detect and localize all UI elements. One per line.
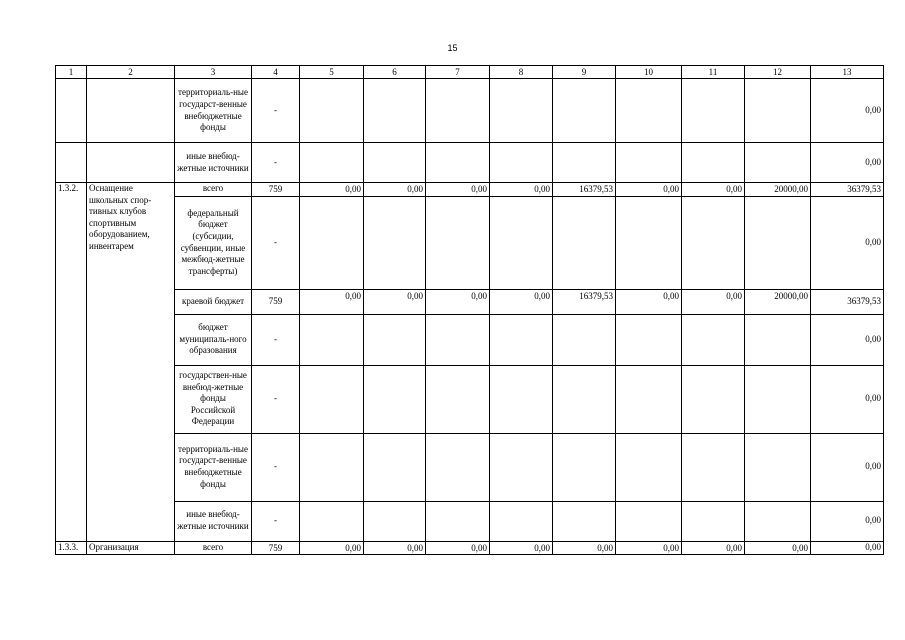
value-cell [300, 433, 364, 501]
funding-source-cell: иные внебюд-жетные источники [175, 501, 252, 541]
value-cell [300, 143, 364, 183]
row-name-cell [87, 79, 175, 143]
value-cell [553, 314, 616, 365]
total-cell: 36379,53 [811, 289, 884, 314]
total-cell: 0,00 [811, 196, 884, 289]
value-cell: 0,00 [364, 289, 426, 314]
value-cell: 0,00 [300, 183, 364, 197]
value-cell [745, 501, 811, 541]
code-cell: 759 [252, 289, 300, 314]
funding-source-cell: иные внебюд-жетные источники [175, 143, 252, 183]
column-header-3: 3 [175, 66, 252, 79]
value-cell [426, 79, 490, 143]
value-cell [490, 433, 553, 501]
value-cell [364, 501, 426, 541]
value-cell [616, 196, 682, 289]
value-cell: 0,00 [490, 183, 553, 197]
value-cell: 0,00 [616, 541, 682, 555]
value-cell: 20000,00 [745, 289, 811, 314]
total-cell: 0,00 [811, 143, 884, 183]
row-name-cell: Организация [87, 541, 175, 555]
value-cell [682, 365, 745, 433]
value-cell [682, 196, 745, 289]
column-header-13: 13 [811, 66, 884, 79]
value-cell [553, 196, 616, 289]
value-cell [300, 501, 364, 541]
table-row [56, 183, 884, 197]
value-cell: 0,00 [364, 541, 426, 555]
column-header-2: 2 [87, 66, 175, 79]
code-cell: - [252, 501, 300, 541]
value-cell [300, 365, 364, 433]
table-row [56, 289, 884, 314]
funding-source-cell: всего [175, 541, 252, 555]
value-cell: 0,00 [300, 289, 364, 314]
column-header-7: 7 [426, 66, 490, 79]
column-header-10: 10 [616, 66, 682, 79]
column-header-1: 1 [56, 66, 87, 79]
value-cell: 0,00 [364, 183, 426, 197]
value-cell [490, 196, 553, 289]
value-cell [745, 433, 811, 501]
table-row [56, 365, 884, 433]
budget-table [55, 65, 884, 555]
table-row [56, 541, 884, 555]
value-cell [426, 501, 490, 541]
header-row [56, 66, 884, 79]
value-cell: 0,00 [426, 289, 490, 314]
value-cell: 0,00 [616, 183, 682, 197]
value-cell: 0,00 [682, 541, 745, 555]
table-row [56, 196, 884, 289]
column-header-9: 9 [553, 66, 616, 79]
value-cell [426, 433, 490, 501]
value-cell: 0,00 [426, 541, 490, 555]
value-cell [426, 314, 490, 365]
table-row [56, 433, 884, 501]
value-cell: 0,00 [745, 541, 811, 555]
row-number-cell: 1.3.3. [56, 541, 87, 555]
table-row [56, 501, 884, 541]
code-cell: - [252, 79, 300, 143]
total-cell: 0,00 [811, 314, 884, 365]
code-cell: - [252, 314, 300, 365]
value-cell [490, 365, 553, 433]
code-cell: 759 [252, 183, 300, 197]
table-body [56, 79, 884, 555]
value-cell [553, 433, 616, 501]
total-cell: 0,00 [811, 501, 884, 541]
value-cell [364, 433, 426, 501]
value-cell: 0,00 [300, 541, 364, 555]
page-number: 15 [447, 43, 458, 53]
value-cell [682, 433, 745, 501]
row-number-cell [56, 143, 87, 183]
value-cell [300, 314, 364, 365]
value-cell [490, 501, 553, 541]
value-cell [745, 365, 811, 433]
table-row [56, 79, 884, 143]
value-cell: 20000,00 [745, 183, 811, 197]
row-number-cell [56, 79, 87, 143]
total-cell: 0,00 [811, 541, 884, 555]
value-cell: 0,00 [490, 541, 553, 555]
column-header-12: 12 [745, 66, 811, 79]
row-name-cell [87, 143, 175, 183]
value-cell [682, 314, 745, 365]
value-cell [364, 365, 426, 433]
value-cell [745, 314, 811, 365]
value-cell: 16379,53 [553, 289, 616, 314]
value-cell [364, 196, 426, 289]
table-row [56, 143, 884, 183]
value-cell [745, 79, 811, 143]
value-cell [616, 501, 682, 541]
column-header-4: 4 [252, 66, 300, 79]
code-cell: 759 [252, 541, 300, 555]
code-cell: - [252, 365, 300, 433]
value-cell [682, 79, 745, 143]
value-cell: 16379,53 [553, 183, 616, 197]
value-cell [553, 501, 616, 541]
value-cell: 0,00 [616, 289, 682, 314]
column-header-8: 8 [490, 66, 553, 79]
value-cell [553, 79, 616, 143]
value-cell [426, 365, 490, 433]
value-cell [616, 79, 682, 143]
value-cell: 0,00 [682, 183, 745, 197]
total-cell: 0,00 [811, 365, 884, 433]
value-cell [616, 433, 682, 501]
value-cell [553, 365, 616, 433]
value-cell: 0,00 [426, 183, 490, 197]
funding-source-cell: территориаль-ные государст-венные внебюджетные фонды [175, 79, 252, 143]
value-cell [682, 143, 745, 183]
funding-source-cell: бюджет муниципаль-ного образования [175, 314, 252, 365]
row-number-cell: 1.3.2. [56, 183, 87, 542]
row-name-cell: Оснащение школьных спор-тивных клубов спортивным оборудованием, инвентарем [87, 183, 175, 542]
value-cell [490, 314, 553, 365]
value-cell [616, 314, 682, 365]
value-cell: 0,00 [682, 289, 745, 314]
value-cell [745, 196, 811, 289]
value-cell: 0,00 [490, 289, 553, 314]
column-header-6: 6 [364, 66, 426, 79]
total-cell: 0,00 [811, 433, 884, 501]
value-cell [616, 365, 682, 433]
value-cell [490, 79, 553, 143]
value-cell [553, 143, 616, 183]
value-cell [616, 143, 682, 183]
column-header-5: 5 [300, 66, 364, 79]
funding-source-cell: краевой бюджет [175, 289, 252, 314]
value-cell [300, 79, 364, 143]
funding-source-cell: всего [175, 183, 252, 197]
code-cell: - [252, 196, 300, 289]
code-cell: - [252, 143, 300, 183]
value-cell [426, 143, 490, 183]
code-cell: - [252, 433, 300, 501]
value-cell [745, 143, 811, 183]
value-cell [364, 143, 426, 183]
column-header-11: 11 [682, 66, 745, 79]
value-cell: 0,00 [553, 541, 616, 555]
value-cell [426, 196, 490, 289]
value-cell [490, 143, 553, 183]
funding-source-cell: государствен-ные внебюд-жетные фонды Российской Федерации [175, 365, 252, 433]
table-row [56, 314, 884, 365]
value-cell [364, 314, 426, 365]
total-cell: 36379,53 [811, 183, 884, 197]
value-cell [682, 501, 745, 541]
value-cell [364, 79, 426, 143]
funding-source-cell: федеральный бюджет (субсидии, субвенции, иные межбюд-жетные трансферты) [175, 196, 252, 289]
funding-source-cell: территориаль-ные государст-венные внебюджетные фонды [175, 433, 252, 501]
value-cell [300, 196, 364, 289]
total-cell: 0,00 [811, 79, 884, 143]
